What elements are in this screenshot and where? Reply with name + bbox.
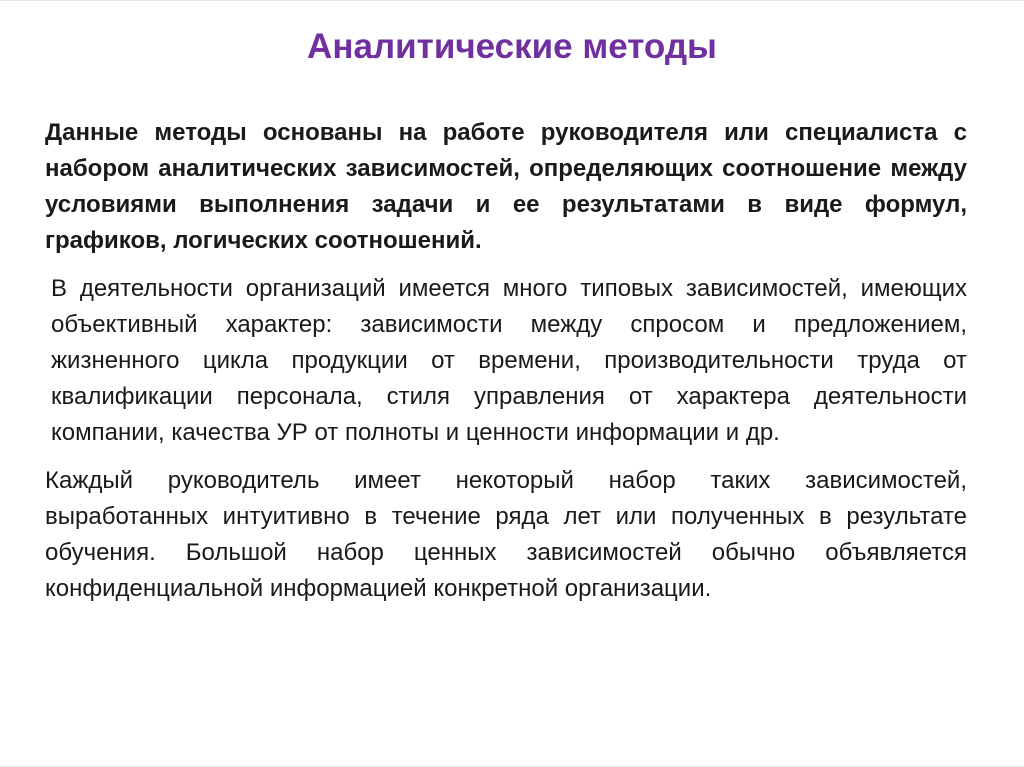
slide-body [45, 115, 967, 607]
paragraph-definition: Данные методы основаны на работе руководителя или специалиста с набором аналитических зависимостей, определяющих соотношение между условиями выполнения задачи и ее результатами в виде формул, графиков, логических соотношений. [45, 119, 967, 254]
paragraph-typical-dependencies: В деятельности организаций имеется много типовых зависимостей, имеющих объективный характер: зависимости между спросом и предложением, жизненного цикла продукции от времени, производительности труда от квалификации персонала, стиля управления от характера деятельности компании, качества УР от полноты и ценности информации и др. [51, 275, 967, 446]
slide-title: Аналитические методы [307, 27, 717, 66]
paragraph-manager-dependencies: Каждый руководитель имеет некоторый набор таких зависимостей, выработанных интуитивно в течение ряда лет или полученных в результате обучения. Большой набор ценных зависимостей обычно объявляется конфиденциальной информацией конкретной организации. [45, 467, 967, 602]
